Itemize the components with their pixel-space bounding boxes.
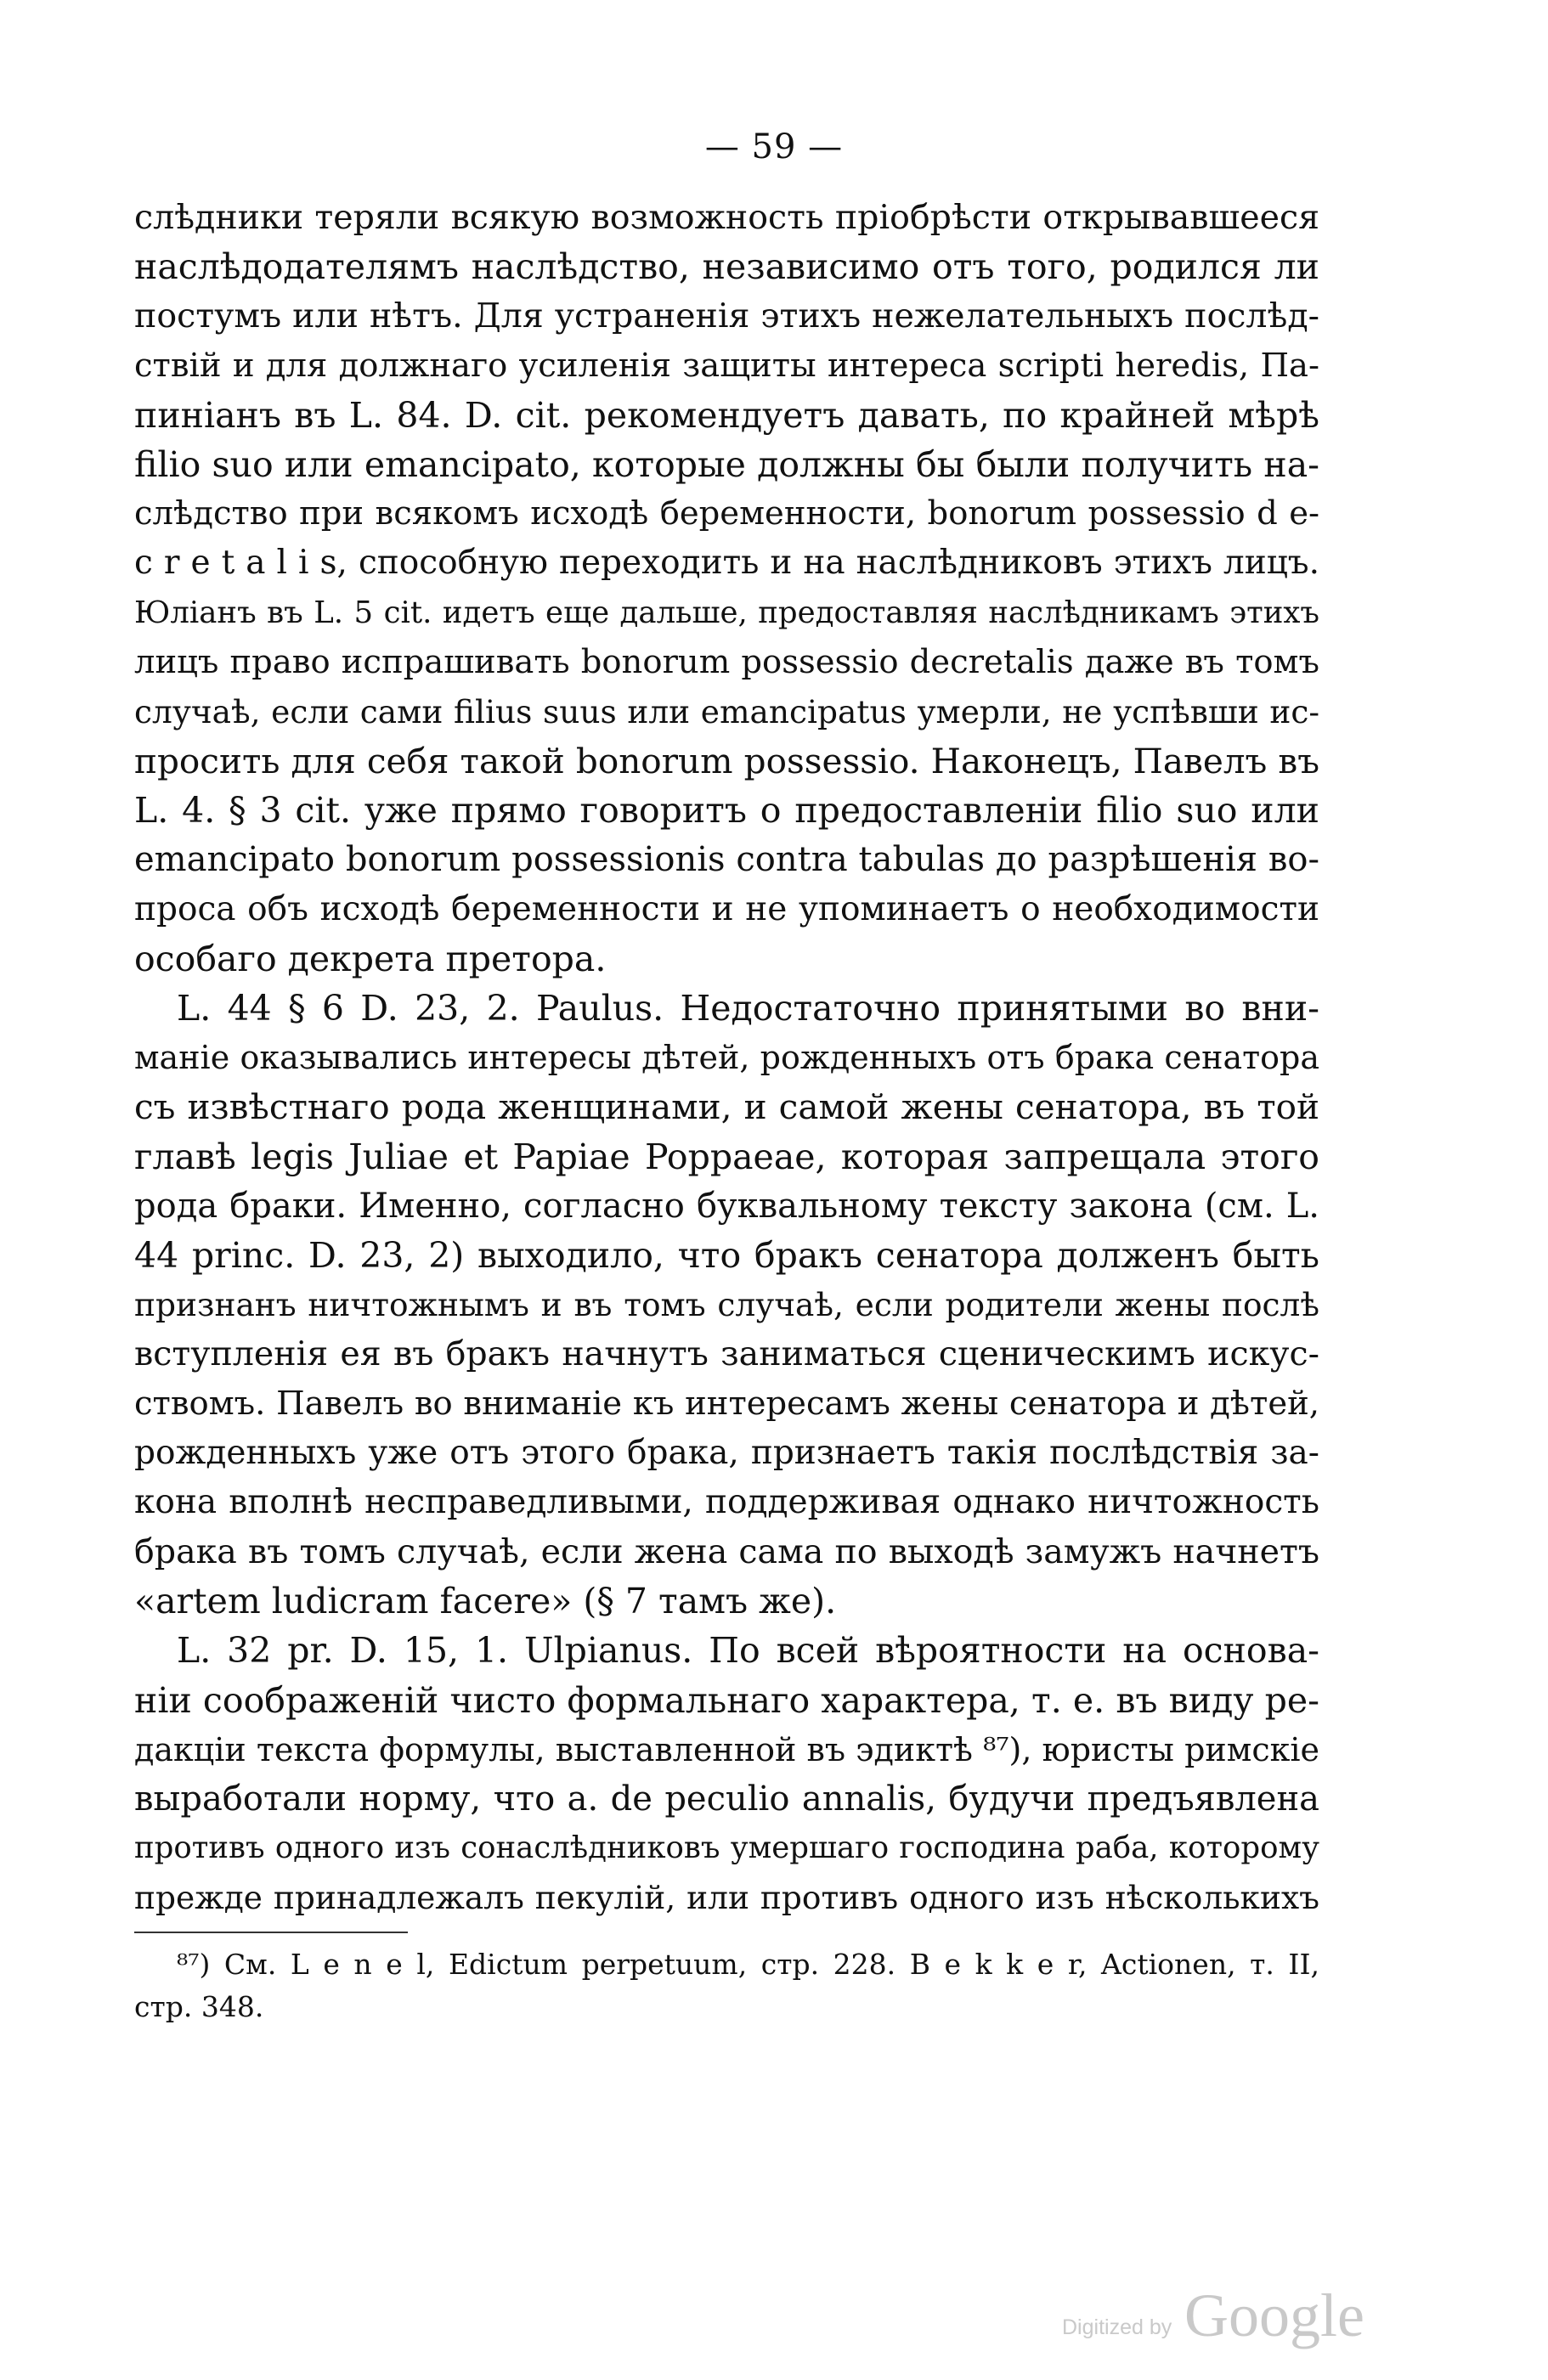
footnote-line: стр. 348. <box>134 1990 264 2023</box>
text-line: дакціи текста формулы, выставленной въ эдиктѣ ⁸⁷), юристы римскіе <box>134 1730 1319 1768</box>
text-line: слѣдство при всякомъ исходѣ беременности, bonorum possessio d e- <box>134 494 1319 533</box>
text-line: L. 32 pr. D. 15, 1. Ulpianus. По всей вѣроятности на основа- <box>177 1630 1319 1672</box>
footnote <box>134 1943 1319 2028</box>
text-line: ствомъ. Павелъ во вниманіе къ интересамъ жены сенатора и дѣтей, <box>134 1384 1319 1423</box>
text-line: L. 4. § 3 cit. уже прямо говоритъ о предоставленіи filio suo или <box>134 790 1319 832</box>
text-line: ствій и для должнаго усиленія защиты интереса scripti heredis, Па- <box>134 346 1319 385</box>
text-line: противъ одного изъ сонаслѣдниковъ умершаго господина раба, которому <box>134 1830 1319 1866</box>
watermark-prefix: Digitized by <box>1062 2315 1172 2339</box>
text-line: постумъ или нѣтъ. Для устраненія этихъ нежелательныхъ послѣд- <box>134 296 1319 336</box>
text-line: особаго декрета претора. <box>134 938 607 979</box>
text-line: маніе оказывались интересы дѣтей, рожденныхъ отъ брака сенатора <box>134 1039 1319 1077</box>
text-line: emancipato bonorum possessionis contra tabulas до разрѣшенія во- <box>134 840 1319 880</box>
text-line: пиніанъ въ L. 84. D. cit. рекомендуетъ давать, по крайней мѣрѣ <box>134 394 1319 436</box>
text-line: рожденныхъ уже отъ этого брака, признаетъ такія послѣдствія за- <box>134 1433 1319 1472</box>
page-number: — 59 — <box>704 127 844 166</box>
text-line: «artem ludicram facere» (§ 7 тамъ же). <box>134 1581 837 1622</box>
text-line: L. 44 § 6 D. 23, 2. Paulus. Недостаточно принятыми во вни- <box>177 988 1319 1029</box>
text-line: слѣдники теряли всякую возможность пріобрѣсти открывавшееся <box>134 198 1319 237</box>
text-line: главѣ legis Juliae et Papiae Poppaeae, которая запрещала этого <box>134 1136 1319 1177</box>
text-line: вступленія ея въ бракъ начнутъ заниматься сценическимъ искус- <box>134 1334 1319 1374</box>
body-text <box>134 193 1319 1923</box>
text-line: брака въ томъ случаѣ, если жена сама по выходѣ замужъ начнетъ <box>134 1532 1319 1572</box>
text-line: признанъ ничтожнымъ и въ томъ случаѣ, если родители жены послѣ <box>134 1286 1319 1324</box>
footnote-divider <box>134 1932 408 1933</box>
text-line: лицъ право испрашивать bonorum possessio decretalis даже въ томъ <box>134 642 1319 681</box>
text-line: проса объ исходѣ беременности и не упоминаетъ о необходимости <box>134 889 1319 928</box>
text-line: c r e t a l i s, способную переходить и на наслѣдниковъ этихъ лицъ. <box>134 544 1319 583</box>
text-line: просить для себя такой bonorum possessio. Наконецъ, Павелъ въ <box>134 741 1319 782</box>
text-line: случаѣ, если сами filius suus или emancipatus умерли, не успѣвши ис- <box>134 692 1319 730</box>
text-line: filio suo или emancipato, которые должны бы были получить на- <box>134 443 1319 485</box>
text-line: Юліанъ въ L. 5 cit. идетъ еще дальше, предоставляя наслѣдникамъ этихъ <box>134 595 1319 630</box>
digitized-by-google-watermark <box>1062 2281 1385 2349</box>
text-line: кона вполнѣ несправедливыми, поддерживая однако ничтожность <box>134 1482 1319 1521</box>
text-line: наслѣдодателямъ наслѣдство, независимо отъ того, родился ли <box>134 246 1319 288</box>
text-line: ніи соображеній чисто формальнаго характера, т. е. въ виду ре- <box>134 1679 1319 1721</box>
text-line: 44 princ. D. 23, 2) выходило, что бракъ сенатора долженъ быть <box>134 1234 1319 1276</box>
footnote-line: ⁸⁷) См. L e n e l, Edictum perpetuum, стр. 228. B e k k e r, Actionen, т. II, <box>177 1948 1319 1981</box>
text-line: съ извѣстнаго рода женщинами, и самой жены сенатора, въ той <box>134 1086 1319 1128</box>
text-line: выработали норму, что a. de peculio annalis, будучи предъявлена <box>134 1779 1319 1819</box>
google-logo: Google <box>1184 2281 1364 2349</box>
text-line: прежде принадлежалъ пекулій, или противъ одного изъ нѣсколькихъ <box>134 1879 1319 1917</box>
text-line: рода браки. Именно, согласно буквальному тексту закона (см. L. <box>134 1186 1319 1226</box>
